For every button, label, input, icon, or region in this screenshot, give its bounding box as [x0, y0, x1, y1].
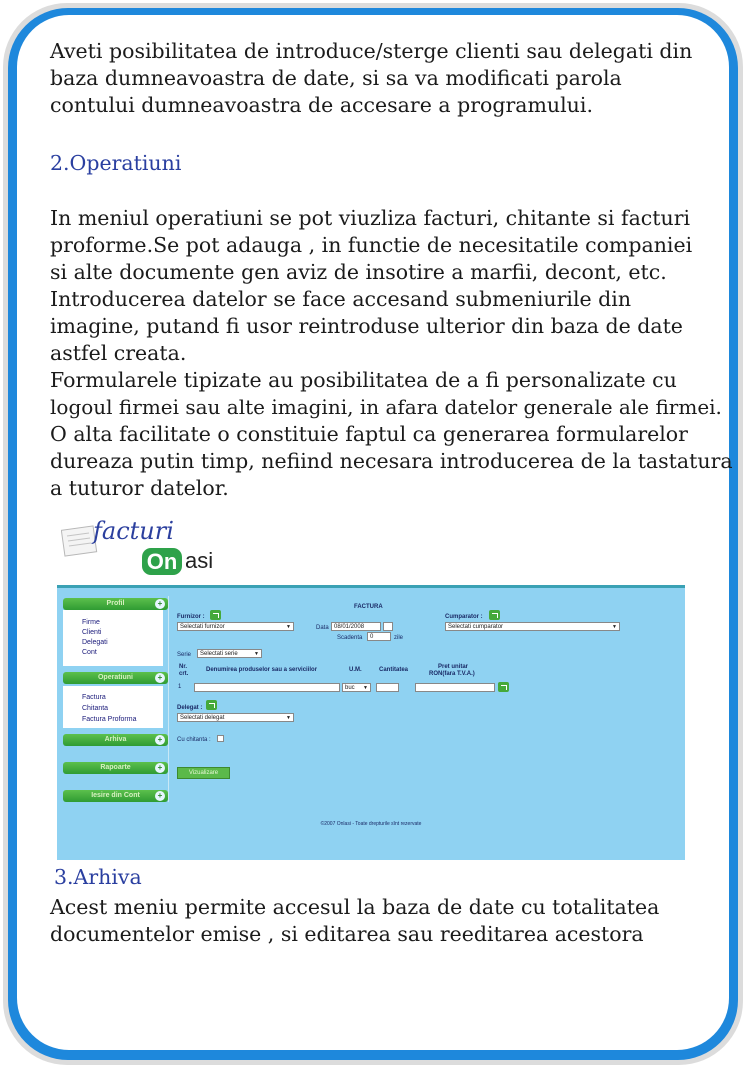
paragraph-line: si alte documente gen aviz de insotire a marfii, decont, etc.: [50, 260, 667, 284]
expand-icon[interactable]: +: [155, 763, 165, 773]
cu-chitanta-checkbox[interactable]: [217, 735, 224, 742]
add-furnizor-icon[interactable]: [210, 610, 221, 620]
form-title: FACTURA: [354, 604, 383, 610]
data-label: Data: [316, 625, 329, 631]
paragraph-line: Introducerea datelor se face accesand submeniurile din: [50, 287, 632, 311]
paragraph-line: Acest meniu permite accesul la baza de date cu totalitatea: [50, 895, 660, 919]
serie-select-value: Selectati serie: [200, 651, 238, 657]
delegat-select-value: Selectati delegat: [180, 715, 225, 721]
zile-label: zile: [394, 635, 404, 641]
sidebar-item-factura-proforma[interactable]: Factura Proforma: [82, 716, 137, 723]
denumire-input[interactable]: [194, 683, 340, 692]
paragraph-line: proforme.Se pot adauga , in functie de necesitatile companiei: [50, 233, 693, 257]
sidebar-header-label: Arhiva: [104, 736, 127, 743]
col-pret-unitar: Pret unitar: [438, 664, 469, 670]
sidebar-item-delegati[interactable]: Delegati: [82, 639, 108, 646]
sidebar-header-rapoarte[interactable]: [63, 762, 168, 774]
paragraph-line: dureaza putin timp, nefiind necesara introducerea de la tastatura: [50, 449, 733, 473]
chevron-down-icon: ▼: [286, 715, 291, 721]
app-footer: ©2007 Onlasi - Toate drepturile sînt rezervate: [320, 821, 422, 827]
delegat-select[interactable]: [177, 713, 294, 722]
sidebar-header-label: Profil: [106, 600, 125, 607]
sidebar-header-label: Operatiuni: [97, 674, 133, 681]
section-heading-arhiva: 3.Arhiva: [54, 865, 142, 889]
chevron-down-icon: ▼: [254, 651, 259, 657]
cantitate-input[interactable]: [376, 683, 399, 692]
logo-on-badge: On: [142, 548, 182, 575]
app-screenshot: [57, 512, 685, 860]
sidebar-item-cont[interactable]: Cont: [82, 649, 97, 656]
col-denumire: Denumirea produselor sau a serviciilor: [206, 667, 318, 673]
um-select-value: buc: [345, 685, 355, 691]
add-delegat-icon[interactable]: [206, 700, 217, 710]
logo-word-asi: asi: [185, 548, 214, 573]
sidebar-item-clienti[interactable]: Clienti: [82, 629, 102, 636]
cumparator-label: Cumparator :: [445, 614, 483, 620]
expand-icon[interactable]: +: [155, 673, 165, 683]
paragraph-line: logoul firmei sau alte imagini, in afara datelor generale ale firmei.: [50, 395, 722, 419]
cumparator-select-value: Selectati cumparator: [448, 624, 504, 630]
paragraph-line: In meniul operatiuni se pot viuzliza facturi, chitante si facturi: [50, 206, 691, 230]
cumparator-select[interactable]: [445, 622, 620, 631]
furnizor-select[interactable]: [177, 622, 294, 631]
expand-icon[interactable]: +: [155, 735, 165, 745]
sidebar-item-factura[interactable]: Factura: [82, 694, 106, 701]
paragraph-line: baza dumneavoastra de date, si sa va modificati parola: [50, 66, 622, 90]
row-number: 1: [178, 684, 182, 690]
col-um: U.M.: [349, 667, 362, 673]
add-cumparator-icon[interactable]: [489, 610, 500, 620]
add-row-icon[interactable]: [498, 682, 509, 692]
data-input[interactable]: 08/01/2008: [331, 622, 381, 631]
sidebar-header-arhiva[interactable]: [63, 734, 168, 746]
paragraph-line: Formularele tipizate au posibilitatea de a fi personalizate cu: [50, 368, 677, 392]
chevron-down-icon: ▼: [363, 685, 368, 691]
col-pret-currency: RON(fara T.V.A.): [429, 671, 475, 677]
scadenta-input[interactable]: 0: [367, 632, 391, 641]
sidebar-item-chitanta[interactable]: Chitanta: [82, 705, 109, 712]
app-header: [57, 512, 685, 585]
app-body: [57, 588, 685, 860]
calendar-icon[interactable]: [383, 622, 393, 631]
expand-icon[interactable]: +: [155, 599, 165, 609]
serie-select[interactable]: [197, 649, 262, 658]
chevron-down-icon: ▼: [612, 624, 617, 630]
paragraph-line: imagine, putand fi usor reintroduse ulterior din baza de date: [50, 314, 683, 338]
col-crt: crt.: [179, 671, 189, 677]
cu-chitanta-label: Cu chitanta :: [177, 737, 211, 743]
paragraph-line: O alta facilitate o constituie faptul ca generarea formularelor: [50, 422, 688, 446]
sidebar-header-label: Iesire din Cont: [91, 792, 140, 799]
sidebar-header-label: Rapoarte: [100, 764, 131, 771]
um-select[interactable]: [342, 683, 371, 692]
paragraph-line: documentelor emise , si editarea sau reeditarea acestora: [50, 922, 644, 946]
paragraph-line: astfel creata.: [50, 341, 187, 365]
chevron-down-icon: ▼: [286, 624, 291, 630]
section-heading-operatiuni: 2.Operatiuni: [50, 151, 182, 175]
pret-input[interactable]: [415, 683, 495, 692]
sidebar-header-profil[interactable]: [63, 598, 168, 610]
sidebar: [63, 596, 169, 802]
logo-word-facturi: facturi: [93, 517, 174, 545]
delegat-label: Delegat :: [177, 705, 203, 711]
serie-label: Serie: [177, 652, 192, 658]
sidebar-item-firme[interactable]: Firme: [82, 619, 100, 626]
col-cantitatea: Cantitatea: [379, 667, 409, 673]
col-nr: Nr.: [179, 664, 188, 670]
sidebar-header-operatiuni[interactable]: [63, 672, 168, 684]
furnizor-select-value: Selectati furnizor: [180, 624, 225, 630]
paragraph-line: Aveti posibilitatea de introduce/sterge clienti sau delegati din: [50, 39, 693, 63]
sidebar-header-iesire[interactable]: [63, 790, 168, 802]
furnizor-label: Furnizor :: [177, 614, 205, 620]
paragraph-line: contului dumneavoastra de accesare a programului.: [50, 93, 593, 117]
sidebar-profil-panel: [63, 610, 163, 666]
expand-icon[interactable]: +: [155, 791, 165, 801]
scadenta-label: Scadenta: [337, 635, 363, 641]
paragraph-line: a tuturor datelor.: [50, 476, 229, 500]
vizualizare-button[interactable]: Vizualizare: [177, 767, 230, 779]
